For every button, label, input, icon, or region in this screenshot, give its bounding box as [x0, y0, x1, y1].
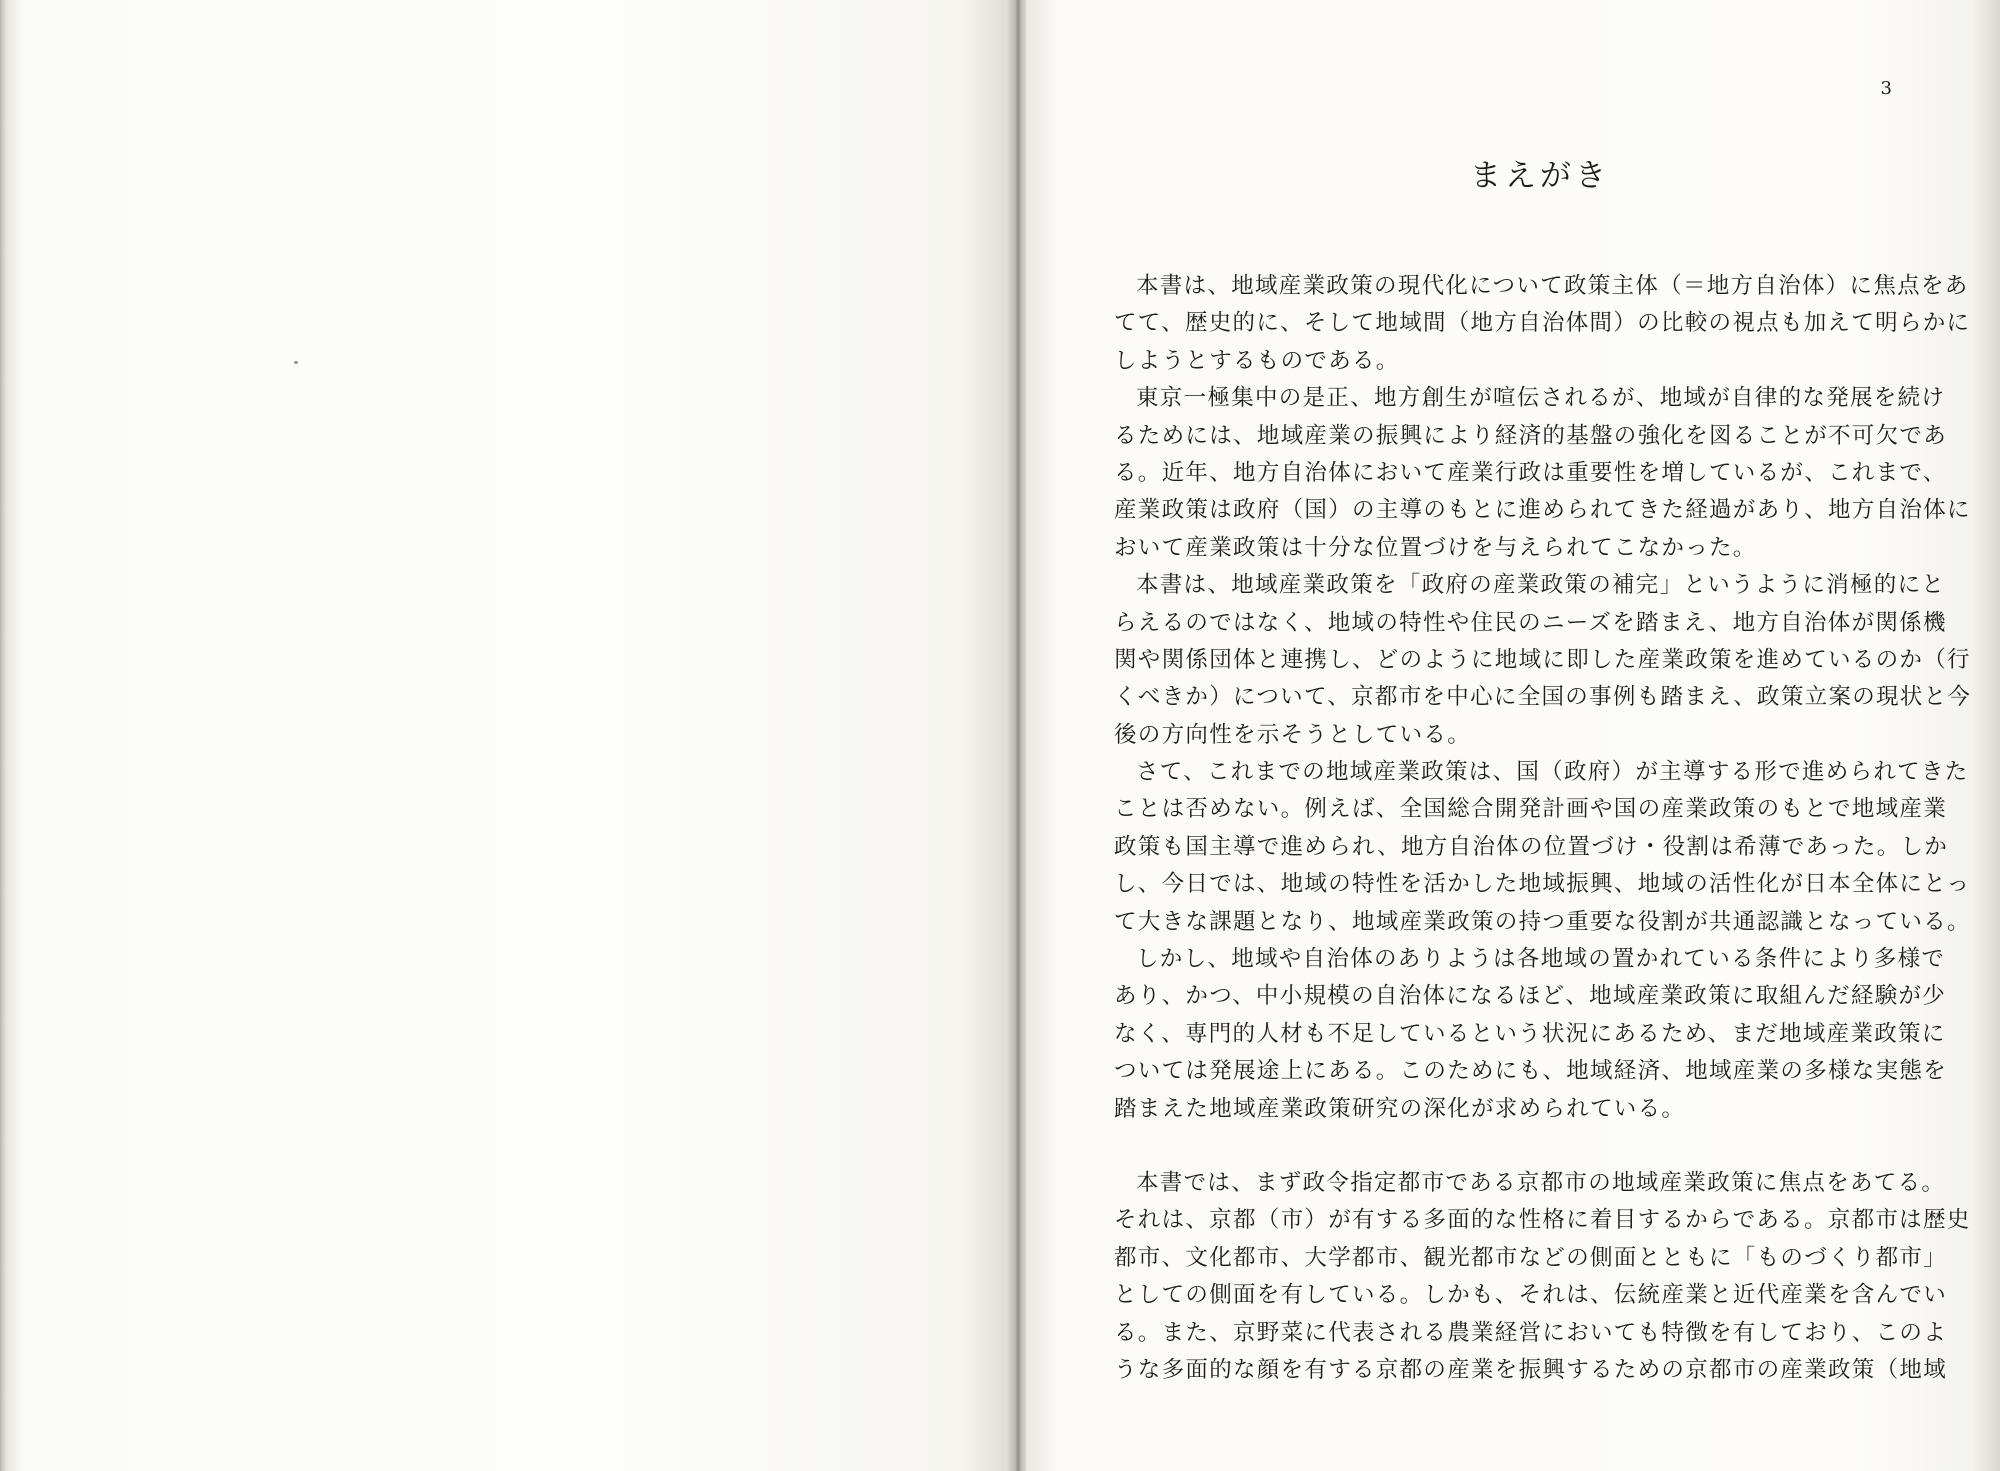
text-line: それは、京都（市）が有する多面的な性格に着目するからである。京都市は歴史	[1114, 1207, 1971, 1234]
text-line: しかし、地域や自治体のありようは各地域の置かれている条件により多様で	[1136, 946, 1946, 973]
paragraph-4	[1114, 754, 1971, 941]
text-line: 関や関係団体と連携し、どのように地域に即した産業政策を進めているのか（行	[1114, 646, 1971, 673]
paragraph-5	[1114, 941, 1948, 1128]
text-line: て大きな課題となり、地域産業政策の持つ重要な役割が共通認識となっている。	[1114, 908, 1971, 935]
text-line: としての側面を有している。しかも、それは、伝統産業と近代産業を含んでい	[1114, 1282, 1948, 1309]
text-line: 産業政策は政府（国）の主導のもとに進められてきた経過があり、地方自治体に	[1114, 497, 1971, 524]
paper-speck	[294, 361, 298, 364]
text-line: くべきか）について、京都市を中心に全国の事例も踏まえ、政策立案の現状と今	[1114, 684, 1972, 711]
page-number: 3	[1880, 78, 1892, 99]
text-line: らえるのではなく、地域の特性や住民のニーズを踏まえ、地方自治体が関係機	[1114, 609, 1947, 636]
chapter-title: まえがき	[1470, 158, 1610, 194]
text-line: ことは否めない。例えば、全国総合開発計画や国の産業政策のもとで地域産業	[1114, 796, 1948, 823]
text-line: るためには、地域産業の振興により経済的基盤の強化を図ることが不可欠であ	[1114, 422, 1948, 449]
text-line: 踏まえた地域産業政策研究の深化が求められている。	[1114, 1095, 1686, 1122]
text-line: 本書は、地域産業政策を「政府の産業政策の補完」というように消極的にと	[1136, 572, 1946, 599]
text-line: さて、これまでの地域産業政策は、国（政府）が主導する形で進められてきた	[1136, 759, 1969, 786]
text-line: てて、歴史的に、そして地域間（地方自治体間）の比較の視点も加えて明らかに	[1114, 310, 1971, 337]
text-line: 政策も国主導で進められ、地方自治体の位置づけ・役割は希薄であった。しか	[1114, 833, 1949, 860]
text-line: る。また、京野菜に代表される農業経営においても特徴を有しており、このよ	[1114, 1319, 1948, 1346]
text-line: 東京一極集中の是正、地方創生が喧伝されるが、地域が自律的な発展を続け	[1136, 385, 1946, 412]
text-line: し、今日では、地域の特性を活かした地域振興、地域の活性化が日本全体にとっ	[1114, 871, 1971, 898]
text-line: 本書では、まず政令指定都市である京都市の地域産業政策に焦点をあてる。	[1136, 1169, 1946, 1196]
body-text	[1114, 268, 1972, 1389]
text-line: しようとするものである。	[1114, 347, 1400, 374]
text-line: あり、かつ、中小規模の自治体になるほど、地域産業政策に取組んだ経験が少	[1114, 983, 1947, 1010]
paragraph-6	[1114, 1165, 1971, 1389]
text-line: 都市、文化都市、大学都市、観光都市などの側面とともに「ものづくり都市」	[1114, 1244, 1948, 1271]
text-line: おいて産業政策は十分な位置づけを与えられてこなかった。	[1114, 534, 1757, 561]
text-line: うな多面的な顔を有する京都の産業を振興するための京都市の産業政策（地域	[1114, 1356, 1948, 1383]
paragraph-1	[1114, 268, 1971, 380]
text-line: 後の方向性を示そうとしている。	[1114, 721, 1472, 748]
text-line: 本書は、地域産業政策の現代化について政策主体（＝地方自治体）に焦点をあ	[1136, 273, 1969, 299]
paragraph-3	[1114, 567, 1972, 754]
text-line: なく、専門的人材も不足しているという状況にあるため、まだ地域産業政策に	[1114, 1020, 1946, 1047]
text-line: ついては発展途上にある。このためにも、地域経済、地域産業の多様な実態を	[1114, 1058, 1948, 1085]
text-line: る。近年、地方自治体において産業行政は重要性を増しているが、これまで、	[1114, 459, 1947, 486]
paragraph-2	[1114, 380, 1971, 567]
section-gap	[1114, 1128, 1936, 1165]
